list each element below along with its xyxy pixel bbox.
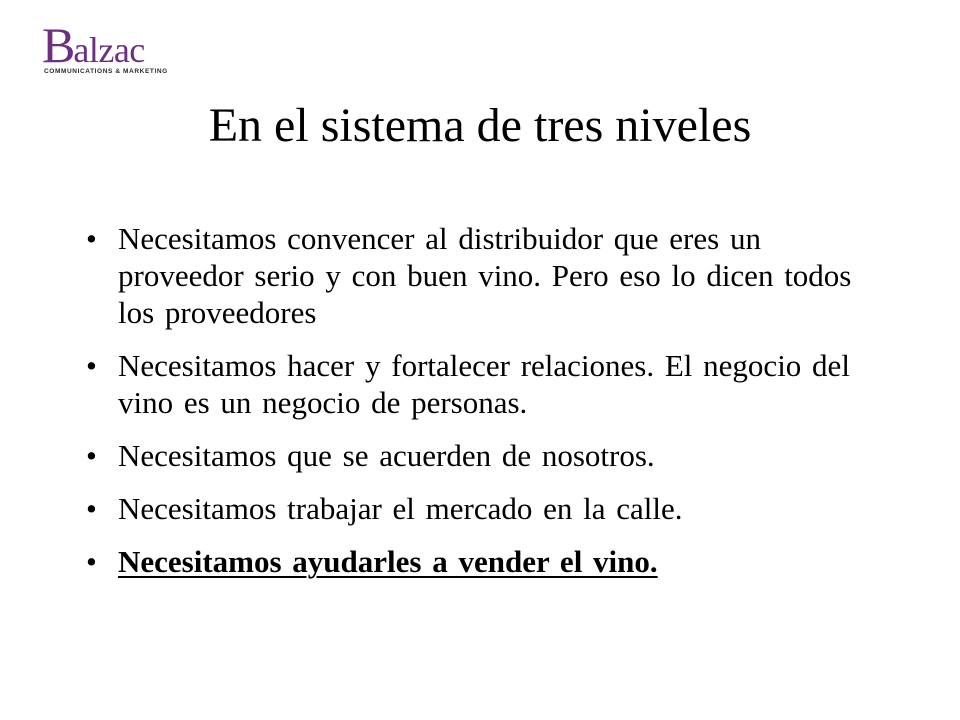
balzac-logo: [42, 17, 172, 76]
slide-title: En el sistema de tres niveles: [208, 99, 752, 152]
bullet-text: Necesitamos hacer y fortalecer relaciones. El negocio del vino es un negocio de personas.: [118, 348, 850, 420]
bullet-item-5: [80, 543, 880, 580]
bullet-item-3: [80, 437, 880, 474]
logo-initial: B: [42, 17, 74, 73]
bullet-text: Necesitamos convencer al distribuidor que eres un proveedor serio y con buen vino. Pero eso lo dicen todos los proveedores: [118, 221, 852, 330]
bullet-text: Necesitamos que se acuerden de nosotros.: [118, 438, 655, 473]
bullet-item-2: [80, 347, 880, 421]
bullet-dot-icon: •: [86, 438, 97, 473]
bullet-item-1: [80, 220, 880, 331]
bullet-dot-icon: •: [86, 491, 97, 526]
bullet-item-4: [80, 490, 880, 527]
bullet-text: Necesitamos trabajar el mercado en la calle.: [118, 491, 683, 526]
logo-name: alzac: [73, 30, 145, 70]
bullet-text-emphasized: Necesitamos ayudarles a vender el vino.: [118, 544, 658, 579]
bullet-dot-icon: •: [86, 544, 97, 579]
bullet-dot-icon: •: [86, 348, 97, 383]
logo-tagline: COMMUNICATIONS & MARKETING: [44, 68, 168, 75]
bullet-list: [80, 220, 880, 596]
bullet-dot-icon: •: [86, 221, 97, 256]
